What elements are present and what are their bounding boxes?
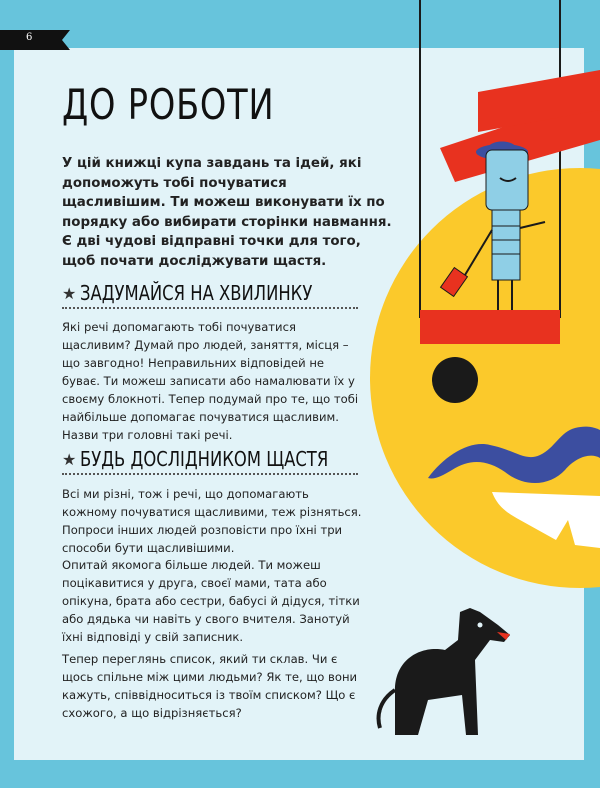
intro-paragraph: У цій книжці купа завдань та ідей, які допоможуть тобі почуватися щасливішим. Ти можеш виконувати їх по порядку або вибирати сторінки навмання. Є дві чудові відправні точки для того, щоб почати досліджувати щастя. [62, 156, 392, 269]
black-dog [379, 608, 510, 735]
dotted-divider [62, 473, 358, 475]
explorer-paragraph-3: Тепер переглянь список, який ти склав. Чи є щось спільне між цими людьми? Як те, що вони кажуть, співвідноситься із твоїм списком? Що є схожого, а що відрізняється? [62, 652, 358, 720]
page-title: ДО РОБОТИ [62, 80, 275, 129]
section-think-text: Які речі допомагають тобі почуватися щасливим? Думай про людей, заняття, місця – що завгодно! Неправильних відповідей не буває. Ти можеш записати або намалювати їх у своєму блокноті. Тепер подумай про те, що тобі найбільше допомагає почуватися щасливим. Назви три головні такі речі. [62, 320, 359, 442]
explorer-paragraph-2: Опитай якомога більше людей. Ти можеш поцікавитися у друга, своєї мами, тата або опікуна, брата або сестри, бабусі й дідуся, тітки або дядька чи навіть у свого вчителя. Занотуй їхні відповіді у свій записник. [62, 558, 360, 644]
star-icon: ★ [62, 449, 77, 469]
swing-seat [420, 310, 560, 344]
section-heading-explorer [62, 447, 383, 471]
section-heading-text: ЗАДУМАЙСЯ НА ХВИЛИНКУ [80, 281, 313, 305]
section-heading-text: БУДЬ ДОСЛІДНИКОМ ЩАСТЯ [80, 447, 329, 471]
section-heading-think [62, 281, 364, 305]
smiley-sun [370, 168, 600, 588]
star-icon: ★ [62, 283, 77, 303]
explorer-paragraph-1: Всі ми різні, тож і речі, що допомагають кожному почуватися щасливими, теж різняться. Попроси інших людей розповісти про їхні три способи бути щасливішими. [62, 487, 362, 555]
page-number: 6 [26, 32, 33, 43]
dotted-divider [62, 307, 358, 309]
smiley-eye [432, 357, 478, 403]
